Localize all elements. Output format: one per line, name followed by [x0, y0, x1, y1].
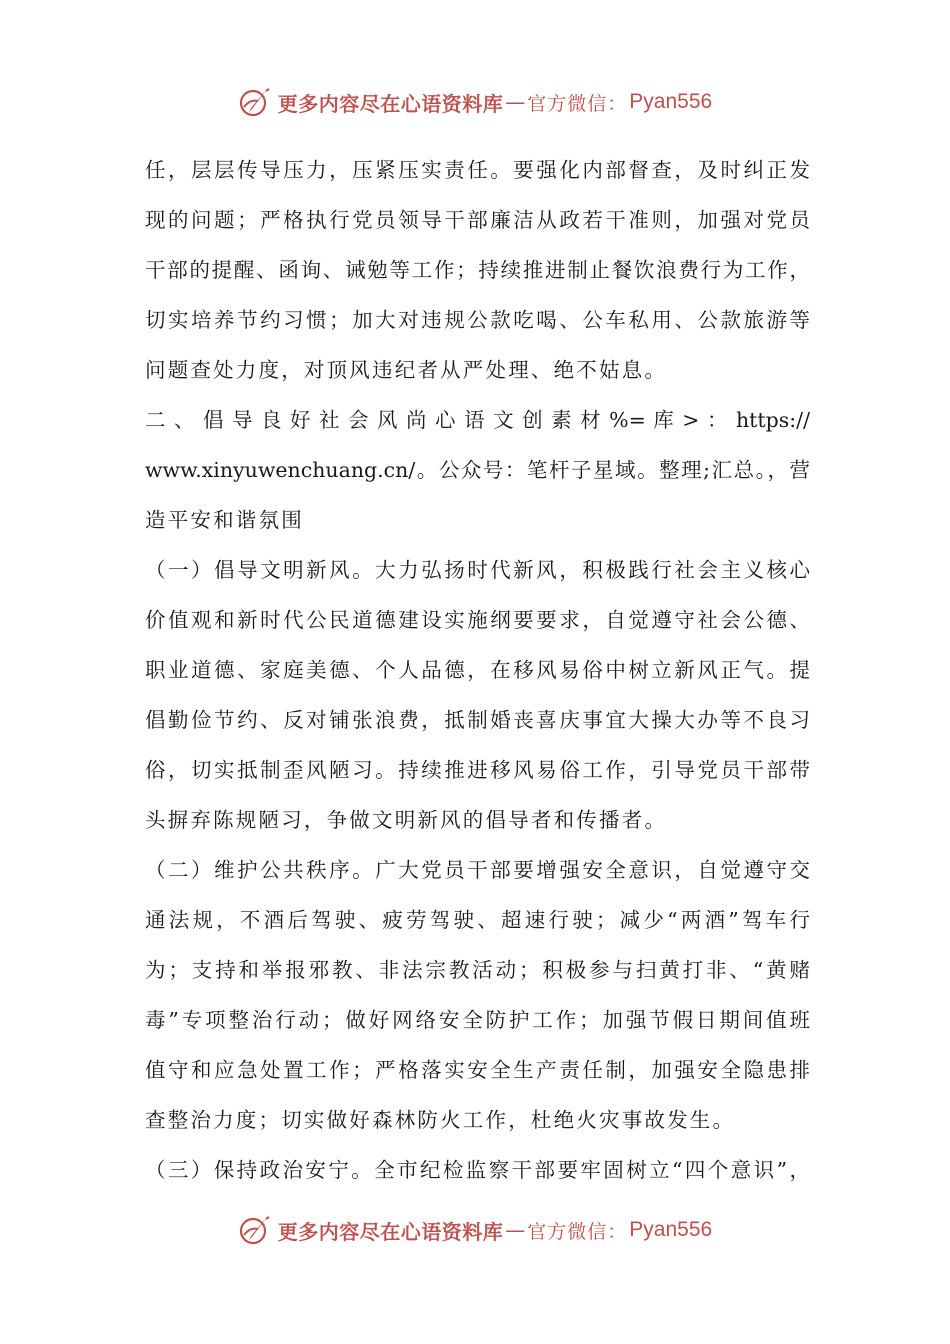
text-line: 为；支持和举报邪教、非法宗教活动；积极参与扫黄打非、“黄赌 [145, 958, 810, 982]
text-line: （二）维护公共秩序。广大党员干部要增强安全意识，自觉遵守交 [145, 858, 810, 882]
footer-official-label: 官方微信： [527, 1220, 628, 1243]
text-line: 切实培养节约习惯；加大对违规公款吃喝、公车私用、公款旅游等 [145, 308, 810, 332]
text-line: 现的问题；严格执行党员领导干部廉洁从政若干准则，加强对党员 [145, 208, 810, 232]
pen-logo-icon [238, 85, 272, 119]
header-brand: 更多内容尽在心语资料库 [277, 91, 504, 116]
text-line: 值守和应急处置工作；严格落实安全生产责任制，加强安全隐患排 [145, 1058, 810, 1082]
text-line: 价值观和新时代公民道德建设实施纲要要求，自觉遵守社会公德、 [145, 608, 810, 632]
text-line: 头摒弃陈规陋习，争做文明新风的倡导者和传播者。 [145, 808, 668, 832]
text-line: 毒”专项整治行动；做好网络安全防护工作；加强节假日期间值班 [145, 1008, 810, 1032]
footer-brand: 更多内容尽在心语资料库 [277, 1219, 504, 1244]
text-line: 查整治力度；切实做好森林防火工作，杜绝火灾事故发生。 [145, 1108, 736, 1132]
section-heading-line: www.xinyuwenchuang.cn/。公众号：笔杆子星域。整理;汇总。，营 [145, 458, 810, 482]
text-line: 通法规，不酒后驾驶、疲劳驾驶、超速行驶；减少“两酒”驾车行 [145, 908, 810, 932]
text-line: 任，层层传导压力，压紧压实责任。要强化内部督查，及时纠正发 [145, 158, 810, 182]
header-wechat-id: Pyan556 [629, 90, 713, 113]
header-official-label: 官方微信： [527, 92, 628, 115]
text-line: 俗，切实抵制歪风陋习。持续推进移风易俗工作，引导党员干部带 [145, 758, 810, 782]
header-banner [0, 82, 950, 122]
footer-banner [0, 1210, 950, 1250]
text-line: 问题查处力度，对顶风违纪者从严处理、绝不姑息。 [145, 358, 668, 382]
pen-logo-icon [238, 1213, 272, 1247]
header-separator: — [505, 90, 526, 114]
section-heading-line: 二 、 倡 导 良 好 社 会 风 尚 心 语 文 创 素 材 %= 库 > ： https:// [145, 408, 810, 432]
text-line: 倡勤俭节约、反对铺张浪费，抵制婚丧喜庆事宜大操大办等不良习 [145, 708, 810, 732]
text-line: 职业道德、家庭美德、个人品德，在移风易俗中树立新风正气。提 [145, 658, 810, 682]
text-line: （一）倡导文明新风。大力弘扬时代新风，积极践行社会主义核心 [145, 558, 810, 582]
footer-separator: — [505, 1218, 526, 1242]
text-line: （三）保持政治安宁。全市纪检监察干部要牢固树立“四个意识”， [145, 1158, 810, 1182]
footer-wechat-id: Pyan556 [629, 1218, 713, 1241]
section-heading-line: 造平安和谐氛围 [145, 508, 304, 532]
text-line: 干部的提醒、函询、诫勉等工作；持续推进制止餐饮浪费行为工作， [145, 258, 810, 282]
document-body [145, 145, 810, 1195]
